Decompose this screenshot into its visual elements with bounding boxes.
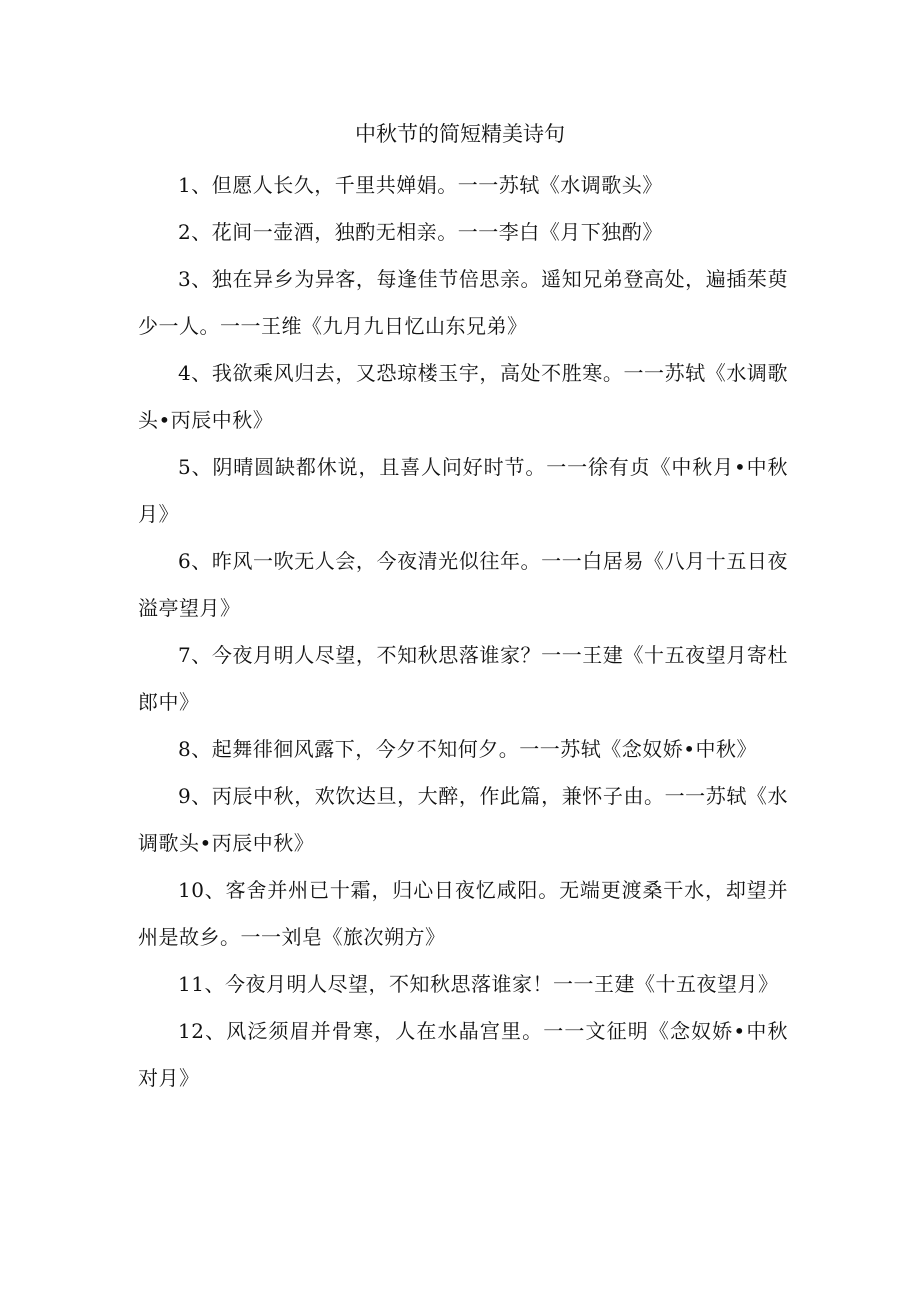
poem-line-6: 6、昨风一吹无人会，今夜清光似往年。一一白居易《八月十五日夜溢亭望月》 (138, 549, 788, 620)
poem-line-10: 10、客舍并州已十霜，归心日夜忆咸阳。无端更渡桑干水，却望并州是故乡。一一刘皂《旅次朔方》 (138, 878, 788, 949)
poem-line-2: 2、花间一壶酒，独酌无相亲。一一李白《月下独酌》 (178, 220, 663, 244)
document-title: 中秋节的简短精美诗句 (355, 122, 565, 146)
poem-line-7: 7、今夜月明人尽望，不知秋思落谁家？一一王建《十五夜望月寄杜郎中》 (138, 643, 788, 714)
poem-line-8: 8、起舞徘徊风露下，今夕不知何夕。一一苏轼《念奴娇•中秋》 (178, 737, 758, 761)
poem-line-11: 11、今夜月明人尽望，不知秋思落谁家！一一王建《十五夜望月》 (178, 972, 779, 996)
poem-line-5: 5、阴晴圆缺都休说，且喜人问好时节。一一徐有贞《中秋月•中秋月》 (138, 455, 788, 526)
poem-line-9: 9、丙辰中秋，欢饮达旦，大醉，作此篇，兼怀子由。一一苏轼《水调歌头•丙辰中秋》 (138, 784, 788, 855)
poem-list (138, 162, 788, 1102)
poem-line-12: 12、风泛须眉并骨寒，人在水晶宫里。一一文征明《念奴娇•中秋对月》 (138, 1019, 788, 1090)
poem-line-1: 1、但愿人长久，千里共婵娟。一一苏轼《水调歌头》 (178, 173, 663, 197)
poem-line-3: 3、独在异乡为异客，每逢佳节倍思亲。遥知兄弟登高处，遍插茱萸少一人。一一王维《九月九日忆山东兄弟》 (138, 267, 788, 338)
poem-line-4: 4、我欲乘风归去，又恐琼楼玉宇，高处不胜寒。一一苏轼《水调歌头•丙辰中秋》 (138, 361, 788, 432)
